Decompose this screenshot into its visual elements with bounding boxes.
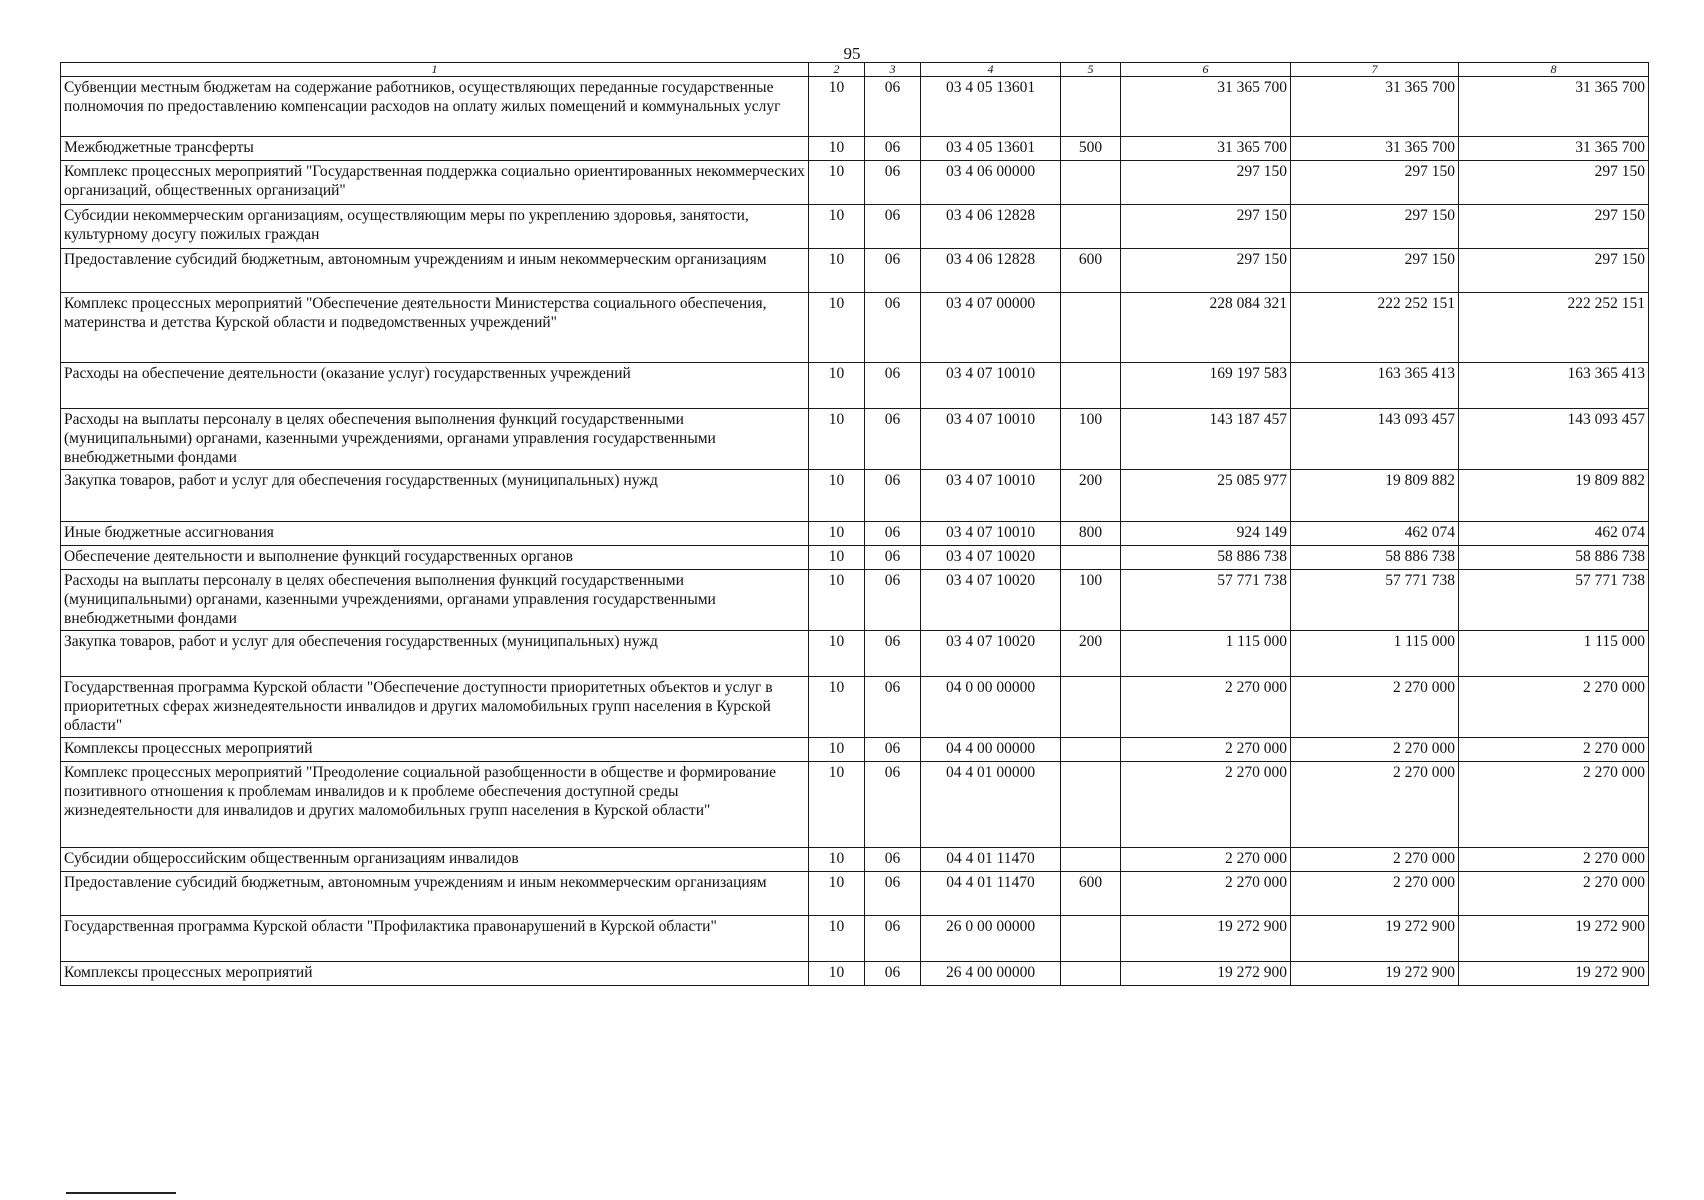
row-amount-year2: 297 150 <box>1291 161 1459 205</box>
row-target-article: 03 4 07 10020 <box>921 631 1061 677</box>
row-amount-year1: 297 150 <box>1121 249 1291 293</box>
row-amount-year1: 57 771 738 <box>1121 570 1291 631</box>
row-amount-year1: 297 150 <box>1121 205 1291 249</box>
table-row <box>61 916 1649 962</box>
row-amount-year2: 297 150 <box>1291 205 1459 249</box>
row-subsection: 06 <box>865 677 921 738</box>
row-amount-year3: 2 270 000 <box>1459 848 1649 872</box>
row-name: Комплексы процессных мероприятий <box>61 962 809 986</box>
row-section: 10 <box>809 570 865 631</box>
page-number: 95 <box>843 44 861 63</box>
row-expense-type: 200 <box>1061 631 1121 677</box>
row-amount-year2: 2 270 000 <box>1291 848 1459 872</box>
row-amount-year1: 19 272 900 <box>1121 916 1291 962</box>
row-expense-type <box>1061 161 1121 205</box>
row-amount-year3: 1 115 000 <box>1459 631 1649 677</box>
row-target-article: 03 4 07 10020 <box>921 546 1061 570</box>
row-target-article: 04 4 00 00000 <box>921 738 1061 762</box>
row-name: Субсидии некоммерческим организациям, осуществляющим меры по укреплению здоровья, занятости, культурному досугу пожилых граждан <box>61 205 809 249</box>
row-section: 10 <box>809 409 865 470</box>
row-subsection: 06 <box>865 77 921 137</box>
row-name: Государственная программа Курской области "Профилактика правонарушений в Курской области" <box>61 916 809 962</box>
row-expense-type <box>1061 962 1121 986</box>
row-subsection: 06 <box>865 522 921 546</box>
table-row <box>61 249 1649 293</box>
row-amount-year3: 19 272 900 <box>1459 916 1649 962</box>
table-row <box>61 363 1649 409</box>
table-row <box>61 677 1649 738</box>
row-section: 10 <box>809 293 865 363</box>
row-subsection: 06 <box>865 570 921 631</box>
row-amount-year1: 31 365 700 <box>1121 77 1291 137</box>
footer-divider <box>66 1192 176 1194</box>
row-expense-type: 600 <box>1061 249 1121 293</box>
row-subsection: 06 <box>865 249 921 293</box>
row-amount-year3: 297 150 <box>1459 205 1649 249</box>
row-subsection: 06 <box>865 137 921 161</box>
row-amount-year1: 2 270 000 <box>1121 848 1291 872</box>
row-amount-year2: 143 093 457 <box>1291 409 1459 470</box>
table-row <box>61 161 1649 205</box>
row-target-article: 03 4 05 13601 <box>921 77 1061 137</box>
row-expense-type <box>1061 363 1121 409</box>
table-row <box>61 137 1649 161</box>
row-amount-year1: 58 886 738 <box>1121 546 1291 570</box>
table-row <box>61 872 1649 916</box>
table-row <box>61 546 1649 570</box>
row-amount-year2: 31 365 700 <box>1291 77 1459 137</box>
row-amount-year1: 143 187 457 <box>1121 409 1291 470</box>
row-target-article: 03 4 07 10010 <box>921 522 1061 546</box>
row-amount-year3: 31 365 700 <box>1459 137 1649 161</box>
row-amount-year3: 2 270 000 <box>1459 762 1649 848</box>
row-target-article: 26 4 00 00000 <box>921 962 1061 986</box>
row-section: 10 <box>809 546 865 570</box>
row-amount-year3: 19 809 882 <box>1459 470 1649 522</box>
row-amount-year2: 297 150 <box>1291 249 1459 293</box>
table-header-row <box>61 63 1649 77</box>
row-subsection: 06 <box>865 363 921 409</box>
row-amount-year3: 297 150 <box>1459 161 1649 205</box>
row-amount-year3: 19 272 900 <box>1459 962 1649 986</box>
row-amount-year1: 2 270 000 <box>1121 738 1291 762</box>
row-target-article: 03 4 07 10010 <box>921 470 1061 522</box>
table-row <box>61 762 1649 848</box>
row-expense-type: 100 <box>1061 570 1121 631</box>
row-amount-year1: 1 115 000 <box>1121 631 1291 677</box>
row-amount-year3: 222 252 151 <box>1459 293 1649 363</box>
row-target-article: 04 4 01 00000 <box>921 762 1061 848</box>
row-section: 10 <box>809 738 865 762</box>
row-section: 10 <box>809 470 865 522</box>
row-amount-year3: 462 074 <box>1459 522 1649 546</box>
row-subsection: 06 <box>865 631 921 677</box>
row-target-article: 03 4 07 10020 <box>921 570 1061 631</box>
row-name: Субвенции местным бюджетам на содержание работников, осуществляющих переданные государственные полномочия по предоставлению компенсации расходов на оплату жилых помещений и коммунальных услуг <box>61 77 809 137</box>
row-name: Межбюджетные трансферты <box>61 137 809 161</box>
row-subsection: 06 <box>865 762 921 848</box>
row-name: Комплекс процессных мероприятий "Преодоление социальной разобщенности в обществе и формирование позитивного отношения к проблемам инвалидов и к проблеме обеспечения доступной среды жизнедеятельности для инвалидов и других маломобильных групп населения в Курской области" <box>61 762 809 848</box>
row-target-article: 03 4 07 10010 <box>921 363 1061 409</box>
row-amount-year2: 57 771 738 <box>1291 570 1459 631</box>
row-expense-type <box>1061 738 1121 762</box>
table-row <box>61 522 1649 546</box>
row-target-article: 03 4 07 00000 <box>921 293 1061 363</box>
row-expense-type <box>1061 848 1121 872</box>
header-cell: 4 <box>921 63 1061 77</box>
row-amount-year1: 2 270 000 <box>1121 762 1291 848</box>
row-subsection: 06 <box>865 546 921 570</box>
row-expense-type <box>1061 546 1121 570</box>
row-expense-type <box>1061 205 1121 249</box>
row-section: 10 <box>809 249 865 293</box>
row-amount-year2: 163 365 413 <box>1291 363 1459 409</box>
row-target-article: 04 4 01 11470 <box>921 872 1061 916</box>
row-expense-type <box>1061 916 1121 962</box>
row-amount-year3: 31 365 700 <box>1459 77 1649 137</box>
table-row <box>61 570 1649 631</box>
table-row <box>61 409 1649 470</box>
row-section: 10 <box>809 631 865 677</box>
row-section: 10 <box>809 962 865 986</box>
row-expense-type: 800 <box>1061 522 1121 546</box>
table-row <box>61 470 1649 522</box>
row-name: Закупка товаров, работ и услуг для обеспечения государственных (муниципальных) нужд <box>61 470 809 522</box>
row-amount-year2: 222 252 151 <box>1291 293 1459 363</box>
row-section: 10 <box>809 872 865 916</box>
row-subsection: 06 <box>865 293 921 363</box>
row-name: Обеспечение деятельности и выполнение функций государственных органов <box>61 546 809 570</box>
row-target-article: 26 0 00 00000 <box>921 916 1061 962</box>
row-name: Расходы на выплаты персоналу в целях обеспечения выполнения функций государственными (муниципальными) органами, казенными учреждениями, органами управления государственными внебюджетными фондами <box>61 409 809 470</box>
table-row <box>61 962 1649 986</box>
row-subsection: 06 <box>865 738 921 762</box>
row-subsection: 06 <box>865 872 921 916</box>
row-amount-year3: 2 270 000 <box>1459 738 1649 762</box>
row-expense-type <box>1061 762 1121 848</box>
row-section: 10 <box>809 205 865 249</box>
row-name: Расходы на обеспечение деятельности (оказание услуг) государственных учреждений <box>61 363 809 409</box>
row-subsection: 06 <box>865 916 921 962</box>
row-amount-year2: 31 365 700 <box>1291 137 1459 161</box>
row-amount-year2: 19 809 882 <box>1291 470 1459 522</box>
row-amount-year3: 163 365 413 <box>1459 363 1649 409</box>
header-cell: 1 <box>61 63 809 77</box>
row-amount-year2: 19 272 900 <box>1291 962 1459 986</box>
row-subsection: 06 <box>865 161 921 205</box>
row-amount-year2: 58 886 738 <box>1291 546 1459 570</box>
row-amount-year2: 2 270 000 <box>1291 762 1459 848</box>
row-expense-type <box>1061 677 1121 738</box>
row-amount-year1: 169 197 583 <box>1121 363 1291 409</box>
row-section: 10 <box>809 161 865 205</box>
row-expense-type: 100 <box>1061 409 1121 470</box>
row-name: Комплекс процессных мероприятий "Государственная поддержка социально ориентированных некоммерческих организаций, общественных организаций" <box>61 161 809 205</box>
row-amount-year3: 2 270 000 <box>1459 872 1649 916</box>
row-expense-type: 500 <box>1061 137 1121 161</box>
row-name: Расходы на выплаты персоналу в целях обеспечения выполнения функций государственными (муниципальными) органами, казенными учреждениями, органами управления государственными внебюджетными фондами <box>61 570 809 631</box>
row-amount-year1: 31 365 700 <box>1121 137 1291 161</box>
row-section: 10 <box>809 762 865 848</box>
row-amount-year3: 2 270 000 <box>1459 677 1649 738</box>
row-amount-year1: 228 084 321 <box>1121 293 1291 363</box>
row-target-article: 03 4 06 12828 <box>921 205 1061 249</box>
header-cell: 7 <box>1291 63 1459 77</box>
table-row <box>61 293 1649 363</box>
row-subsection: 06 <box>865 470 921 522</box>
row-target-article: 03 4 06 00000 <box>921 161 1061 205</box>
row-expense-type <box>1061 77 1121 137</box>
row-section: 10 <box>809 677 865 738</box>
row-name: Государственная программа Курской области "Обеспечение доступности приоритетных объектов и услуг в приоритетных сферах жизнедеятельности инвалидов и других маломобильных групп населения в Курской области" <box>61 677 809 738</box>
row-target-article: 03 4 05 13601 <box>921 137 1061 161</box>
table-row <box>61 205 1649 249</box>
row-amount-year1: 19 272 900 <box>1121 962 1291 986</box>
row-subsection: 06 <box>865 848 921 872</box>
row-amount-year3: 143 093 457 <box>1459 409 1649 470</box>
row-expense-type <box>1061 293 1121 363</box>
row-name: Предоставление субсидий бюджетным, автономным учреждениям и иным некоммерческим организациям <box>61 249 809 293</box>
row-subsection: 06 <box>865 409 921 470</box>
row-target-article: 04 0 00 00000 <box>921 677 1061 738</box>
row-name: Комплекс процессных мероприятий "Обеспечение деятельности Министерства социального обеспечения, материнства и детства Курской области и подведомственных учреждений" <box>61 293 809 363</box>
row-name: Комплексы процессных мероприятий <box>61 738 809 762</box>
row-target-article: 04 4 01 11470 <box>921 848 1061 872</box>
row-amount-year3: 58 886 738 <box>1459 546 1649 570</box>
row-target-article: 03 4 06 12828 <box>921 249 1061 293</box>
header-cell: 8 <box>1459 63 1649 77</box>
row-amount-year2: 1 115 000 <box>1291 631 1459 677</box>
header-cell: 3 <box>865 63 921 77</box>
row-amount-year2: 2 270 000 <box>1291 738 1459 762</box>
row-section: 10 <box>809 77 865 137</box>
row-amount-year3: 297 150 <box>1459 249 1649 293</box>
header-cell: 2 <box>809 63 865 77</box>
row-amount-year1: 297 150 <box>1121 161 1291 205</box>
row-amount-year3: 57 771 738 <box>1459 570 1649 631</box>
row-expense-type: 600 <box>1061 872 1121 916</box>
row-name: Иные бюджетные ассигнования <box>61 522 809 546</box>
table-row <box>61 77 1649 137</box>
row-amount-year1: 25 085 977 <box>1121 470 1291 522</box>
budget-table <box>60 62 1649 986</box>
row-name: Предоставление субсидий бюджетным, автономным учреждениям и иным некоммерческим организациям <box>61 872 809 916</box>
row-expense-type: 200 <box>1061 470 1121 522</box>
table-body <box>61 77 1649 986</box>
row-section: 10 <box>809 363 865 409</box>
row-target-article: 03 4 07 10010 <box>921 409 1061 470</box>
row-amount-year2: 462 074 <box>1291 522 1459 546</box>
row-section: 10 <box>809 137 865 161</box>
row-subsection: 06 <box>865 962 921 986</box>
row-amount-year1: 2 270 000 <box>1121 872 1291 916</box>
row-amount-year2: 19 272 900 <box>1291 916 1459 962</box>
table-row <box>61 738 1649 762</box>
row-name: Субсидии общероссийским общественным организациям инвалидов <box>61 848 809 872</box>
row-amount-year1: 2 270 000 <box>1121 677 1291 738</box>
row-amount-year1: 924 149 <box>1121 522 1291 546</box>
row-section: 10 <box>809 916 865 962</box>
row-amount-year2: 2 270 000 <box>1291 677 1459 738</box>
row-name: Закупка товаров, работ и услуг для обеспечения государственных (муниципальных) нужд <box>61 631 809 677</box>
header-cell: 5 <box>1061 63 1121 77</box>
row-subsection: 06 <box>865 205 921 249</box>
row-amount-year2: 2 270 000 <box>1291 872 1459 916</box>
header-cell: 6 <box>1121 63 1291 77</box>
row-section: 10 <box>809 522 865 546</box>
table-row <box>61 631 1649 677</box>
row-section: 10 <box>809 848 865 872</box>
table-row <box>61 848 1649 872</box>
